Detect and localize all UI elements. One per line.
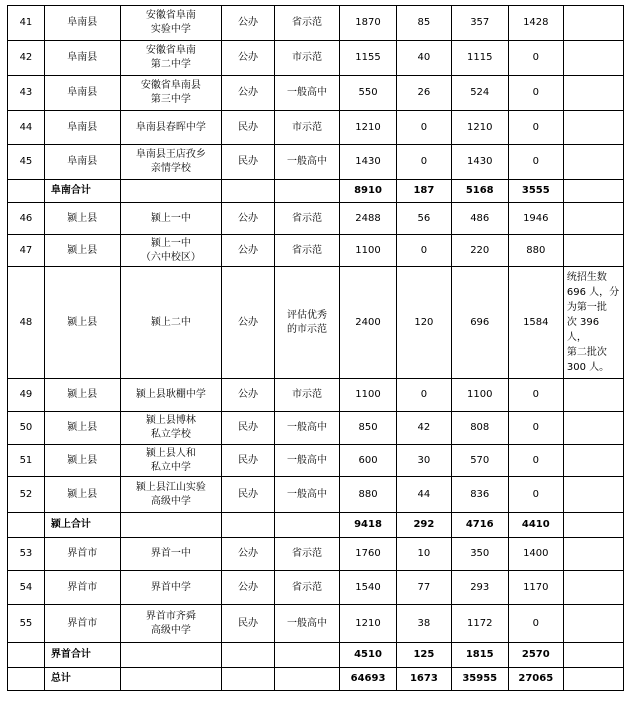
quota-a-cell: 5168 xyxy=(451,180,508,203)
quota-b-cell: 0 xyxy=(508,145,563,180)
school-line: （六中校区） xyxy=(140,251,201,263)
quota-b-cell: 2570 xyxy=(508,643,563,668)
blank-cell xyxy=(274,180,339,203)
school-cell xyxy=(120,605,222,643)
subtotal-label: 界首合计 xyxy=(44,643,120,668)
county-cell: 阜南县 xyxy=(44,145,120,180)
blank-cell xyxy=(563,668,623,691)
subtotal-row xyxy=(8,180,624,203)
special-cell: 56 xyxy=(397,203,452,235)
county-cell: 界首市 xyxy=(44,605,120,643)
quota-a-cell: 357 xyxy=(451,6,508,41)
level-cell: 一般高中 xyxy=(274,145,339,180)
school-cell xyxy=(120,477,222,513)
school-line: 颍上一中 xyxy=(150,237,191,249)
blank-cell xyxy=(563,513,623,538)
ownership-cell: 公办 xyxy=(222,41,275,76)
quota-b-cell: 0 xyxy=(508,477,563,513)
blank-cell xyxy=(222,513,275,538)
quota-a-cell: 570 xyxy=(451,445,508,477)
special-cell: 0 xyxy=(397,111,452,145)
level-cell: 一般高中 xyxy=(274,605,339,643)
school-line: 高级中学 xyxy=(150,495,191,507)
note-line: 696 人，分 xyxy=(566,287,620,298)
special-cell: 125 xyxy=(397,643,452,668)
level-cell: 一般高中 xyxy=(274,445,339,477)
total-cell: 1210 xyxy=(340,605,397,643)
note-cell xyxy=(563,412,623,445)
total-cell: 600 xyxy=(340,445,397,477)
quota-b-cell: 880 xyxy=(508,235,563,267)
special-cell: 85 xyxy=(397,6,452,41)
quota-a-cell: 4716 xyxy=(451,513,508,538)
note-cell xyxy=(563,477,623,513)
row-number: 47 xyxy=(8,235,45,267)
quota-a-cell: 1815 xyxy=(451,643,508,668)
quota-b-cell: 0 xyxy=(508,76,563,111)
quota-b-cell: 1400 xyxy=(508,538,563,571)
school-cell xyxy=(120,235,222,267)
table-row xyxy=(8,111,624,145)
special-cell: 40 xyxy=(397,41,452,76)
quota-a-cell: 1100 xyxy=(451,379,508,412)
special-cell: 187 xyxy=(397,180,452,203)
quota-a-cell: 1210 xyxy=(451,111,508,145)
quota-b-cell: 0 xyxy=(508,111,563,145)
table-row xyxy=(8,445,624,477)
quota-b-cell: 0 xyxy=(508,605,563,643)
ownership-cell: 民办 xyxy=(222,145,275,180)
county-cell: 阜南县 xyxy=(44,41,120,76)
blank-cell xyxy=(120,513,222,538)
note-cell xyxy=(563,445,623,477)
ownership-cell: 公办 xyxy=(222,235,275,267)
quota-b-cell: 0 xyxy=(508,445,563,477)
total-cell: 2400 xyxy=(340,267,397,379)
table-row xyxy=(8,235,624,267)
special-cell: 0 xyxy=(397,379,452,412)
row-number: 46 xyxy=(8,203,45,235)
blank-cell xyxy=(563,180,623,203)
note-line: 统招生数 xyxy=(566,272,607,283)
ownership-cell: 公办 xyxy=(222,379,275,412)
ownership-cell: 公办 xyxy=(222,267,275,379)
row-number: 49 xyxy=(8,379,45,412)
school-line: 实验中学 xyxy=(150,24,191,35)
level-line: 的市示范 xyxy=(286,323,327,335)
special-cell: 44 xyxy=(397,477,452,513)
level-cell: 省示范 xyxy=(274,203,339,235)
level-cell: 一般高中 xyxy=(274,412,339,445)
school-line: 阜南县王店孜乡 xyxy=(135,149,206,160)
special-cell: 77 xyxy=(397,571,452,605)
level-cell: 省示范 xyxy=(274,6,339,41)
total-cell: 1100 xyxy=(340,379,397,412)
special-cell: 42 xyxy=(397,412,452,445)
school-cell xyxy=(120,412,222,445)
row-number: 52 xyxy=(8,477,45,513)
table-row xyxy=(8,477,624,513)
school-line: 安徽省阜南 xyxy=(145,45,196,56)
row-number: 42 xyxy=(8,41,45,76)
total-cell: 9418 xyxy=(340,513,397,538)
subtotal-row xyxy=(8,668,624,691)
table-row xyxy=(8,379,624,412)
quota-b-cell: 3555 xyxy=(508,180,563,203)
county-cell: 颍上县 xyxy=(44,379,120,412)
blank-cell xyxy=(222,668,275,691)
special-cell: 0 xyxy=(397,145,452,180)
county-cell: 阜南县 xyxy=(44,111,120,145)
blank-cell xyxy=(120,180,222,203)
school-line: 私立学校 xyxy=(150,429,191,440)
row-number: 44 xyxy=(8,111,45,145)
quota-b-cell: 4410 xyxy=(508,513,563,538)
special-cell: 292 xyxy=(397,513,452,538)
note-cell xyxy=(563,235,623,267)
table-body xyxy=(8,6,624,691)
special-cell: 26 xyxy=(397,76,452,111)
note-line: 第二批次 xyxy=(566,347,607,358)
total-cell: 880 xyxy=(340,477,397,513)
row-number: 50 xyxy=(8,412,45,445)
note-cell xyxy=(563,145,623,180)
blank-cell xyxy=(120,668,222,691)
blank-cell xyxy=(8,180,45,203)
county-cell: 颍上县 xyxy=(44,267,120,379)
ownership-cell: 公办 xyxy=(222,538,275,571)
school-line: 界首市齐舜 xyxy=(145,610,196,622)
school-line: 阜南县春晖中学 xyxy=(135,121,206,133)
row-number: 55 xyxy=(8,605,45,643)
blank-cell xyxy=(274,668,339,691)
ownership-cell: 民办 xyxy=(222,477,275,513)
note-cell xyxy=(563,76,623,111)
quota-a-cell: 220 xyxy=(451,235,508,267)
subtotal-label: 阜南合计 xyxy=(44,180,120,203)
special-cell: 30 xyxy=(397,445,452,477)
row-number: 53 xyxy=(8,538,45,571)
note-cell xyxy=(563,538,623,571)
blank-cell xyxy=(120,643,222,668)
county-cell: 颍上县 xyxy=(44,235,120,267)
school-cell xyxy=(120,267,222,379)
level-cell: 省示范 xyxy=(274,538,339,571)
row-number: 43 xyxy=(8,76,45,111)
quota-b-cell: 27065 xyxy=(508,668,563,691)
school-line: 颍上县耿棚中学 xyxy=(135,389,206,400)
row-number: 45 xyxy=(8,145,45,180)
school-line: 第二中学 xyxy=(150,59,191,70)
total-cell: 1540 xyxy=(340,571,397,605)
ownership-cell: 民办 xyxy=(222,445,275,477)
note-cell xyxy=(563,605,623,643)
school-line: 界首中学 xyxy=(150,581,191,593)
quota-a-cell: 486 xyxy=(451,203,508,235)
school-line: 颍上县人和 xyxy=(145,447,196,459)
table-row xyxy=(8,538,624,571)
special-cell: 1673 xyxy=(397,668,452,691)
table-row xyxy=(8,41,624,76)
level-cell: 市示范 xyxy=(274,41,339,76)
quota-a-cell: 524 xyxy=(451,76,508,111)
blank-cell xyxy=(222,643,275,668)
school-cell xyxy=(120,203,222,235)
total-cell: 8910 xyxy=(340,180,397,203)
school-cell xyxy=(120,538,222,571)
total-cell: 1430 xyxy=(340,145,397,180)
level-cell: 省示范 xyxy=(274,571,339,605)
table-row xyxy=(8,76,624,111)
school-cell xyxy=(120,571,222,605)
blank-cell xyxy=(563,643,623,668)
table-row xyxy=(8,267,624,379)
county-cell: 颍上县 xyxy=(44,412,120,445)
special-cell: 120 xyxy=(397,267,452,379)
total-cell: 64693 xyxy=(340,668,397,691)
total-cell: 1870 xyxy=(340,6,397,41)
blank-cell xyxy=(222,180,275,203)
note-cell xyxy=(563,6,623,41)
blank-cell xyxy=(8,513,45,538)
quota-a-cell: 836 xyxy=(451,477,508,513)
special-cell: 10 xyxy=(397,538,452,571)
level-cell: 市示范 xyxy=(274,379,339,412)
table-row xyxy=(8,605,624,643)
note-line: 为第一批 xyxy=(566,302,607,313)
school-cell xyxy=(120,111,222,145)
county-cell: 阜南县 xyxy=(44,76,120,111)
ownership-cell: 公办 xyxy=(222,76,275,111)
school-line: 界首一中 xyxy=(150,548,191,559)
table-row xyxy=(8,571,624,605)
blank-cell xyxy=(274,643,339,668)
ownership-cell: 公办 xyxy=(222,203,275,235)
school-cell xyxy=(120,145,222,180)
school-line: 颍上二中 xyxy=(150,316,191,328)
quota-a-cell: 1172 xyxy=(451,605,508,643)
note-cell xyxy=(563,203,623,235)
table-row xyxy=(8,6,624,41)
quota-a-cell: 808 xyxy=(451,412,508,445)
blank-cell xyxy=(8,643,45,668)
total-cell: 850 xyxy=(340,412,397,445)
total-cell: 550 xyxy=(340,76,397,111)
quota-a-cell: 1115 xyxy=(451,41,508,76)
special-cell: 0 xyxy=(397,235,452,267)
total-cell: 1210 xyxy=(340,111,397,145)
row-number: 48 xyxy=(8,267,45,379)
level-line: 评估优秀 xyxy=(286,309,327,321)
school-line: 第三中学 xyxy=(150,94,191,105)
table-row xyxy=(8,412,624,445)
ownership-cell: 公办 xyxy=(222,6,275,41)
note-cell xyxy=(563,379,623,412)
blank-cell xyxy=(8,668,45,691)
quota-a-cell: 35955 xyxy=(451,668,508,691)
county-cell: 阜南县 xyxy=(44,6,120,41)
school-line: 亲情学校 xyxy=(150,163,191,174)
ownership-cell: 公办 xyxy=(222,571,275,605)
level-cell: 省示范 xyxy=(274,235,339,267)
special-cell: 38 xyxy=(397,605,452,643)
note-cell xyxy=(563,111,623,145)
total-cell: 2488 xyxy=(340,203,397,235)
note-cell xyxy=(563,41,623,76)
quota-a-cell: 293 xyxy=(451,571,508,605)
quota-a-cell: 696 xyxy=(451,267,508,379)
ownership-cell: 民办 xyxy=(222,111,275,145)
subtotal-row xyxy=(8,643,624,668)
county-cell: 界首市 xyxy=(44,571,120,605)
enrollment-table xyxy=(7,5,624,691)
note-cell xyxy=(563,267,623,379)
school-line: 私立中学 xyxy=(150,461,191,473)
level-cell xyxy=(274,267,339,379)
table-row xyxy=(8,203,624,235)
county-cell: 颍上县 xyxy=(44,203,120,235)
county-cell: 颍上县 xyxy=(44,445,120,477)
school-line: 高级中学 xyxy=(150,624,191,636)
subtotal-label: 总计 xyxy=(44,668,120,691)
school-line: 颍上县博林 xyxy=(145,415,196,426)
note-line: 300 人。 xyxy=(566,362,610,373)
subtotal-label: 颍上合计 xyxy=(44,513,120,538)
school-cell xyxy=(120,76,222,111)
total-cell: 1100 xyxy=(340,235,397,267)
total-cell: 1760 xyxy=(340,538,397,571)
table-row xyxy=(8,145,624,180)
row-number: 41 xyxy=(8,6,45,41)
quota-b-cell: 0 xyxy=(508,379,563,412)
school-cell xyxy=(120,6,222,41)
school-cell xyxy=(120,379,222,412)
quota-a-cell: 350 xyxy=(451,538,508,571)
note-cell xyxy=(563,571,623,605)
quota-b-cell: 1170 xyxy=(508,571,563,605)
quota-b-cell: 0 xyxy=(508,412,563,445)
school-line: 颍上一中 xyxy=(150,212,191,224)
county-cell: 颍上县 xyxy=(44,477,120,513)
quota-b-cell: 0 xyxy=(508,41,563,76)
blank-cell xyxy=(274,513,339,538)
school-cell xyxy=(120,445,222,477)
note-line: 次 396 人， xyxy=(566,317,600,343)
school-line: 安徽省阜南 xyxy=(145,10,196,21)
quota-b-cell: 1584 xyxy=(508,267,563,379)
row-number: 54 xyxy=(8,571,45,605)
total-cell: 4510 xyxy=(340,643,397,668)
subtotal-row xyxy=(8,513,624,538)
row-number: 51 xyxy=(8,445,45,477)
level-cell: 一般高中 xyxy=(274,76,339,111)
total-cell: 1155 xyxy=(340,41,397,76)
school-line: 安徽省阜南县 xyxy=(140,80,201,91)
quota-b-cell: 1946 xyxy=(508,203,563,235)
level-cell: 一般高中 xyxy=(274,477,339,513)
county-cell: 界首市 xyxy=(44,538,120,571)
school-cell xyxy=(120,41,222,76)
ownership-cell: 民办 xyxy=(222,605,275,643)
quota-b-cell: 1428 xyxy=(508,6,563,41)
school-line: 颍上县江山实验 xyxy=(135,481,206,493)
level-cell: 市示范 xyxy=(274,111,339,145)
ownership-cell: 民办 xyxy=(222,412,275,445)
quota-a-cell: 1430 xyxy=(451,145,508,180)
